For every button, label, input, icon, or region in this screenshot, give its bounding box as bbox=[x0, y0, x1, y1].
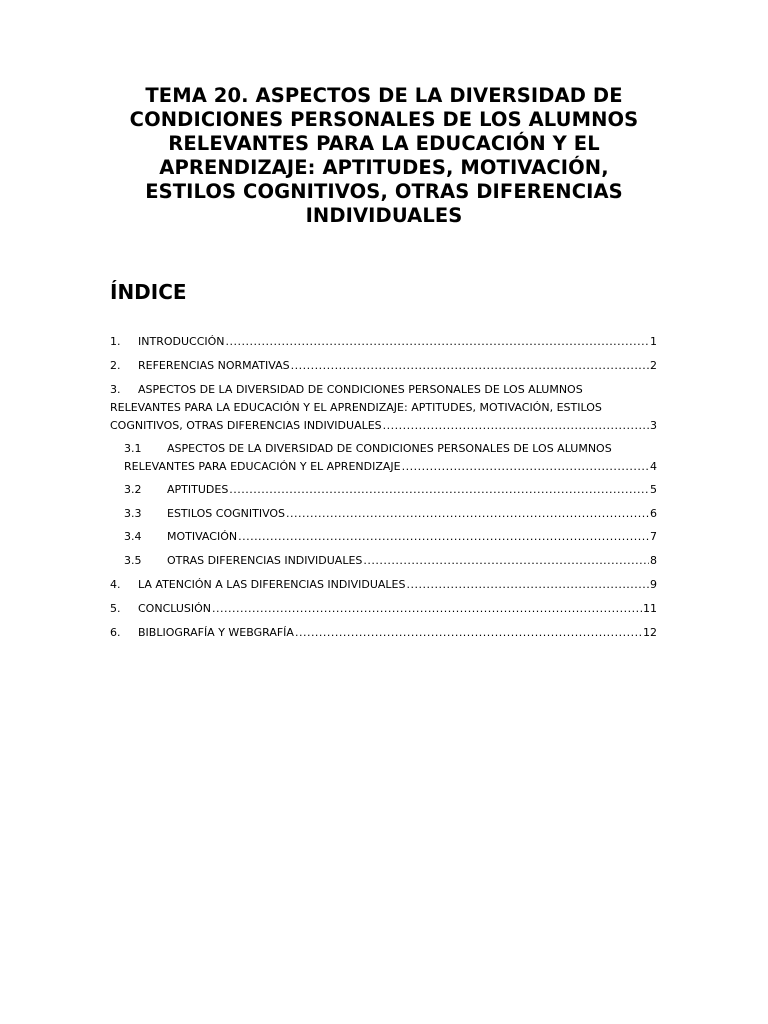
toc-entry-page: 5 bbox=[650, 483, 657, 496]
toc-dot-leader bbox=[402, 458, 649, 476]
toc-dot-leader bbox=[407, 576, 650, 594]
title-line: ESTILOS COGNITIVOS, OTRAS DIFERENCIAS bbox=[145, 180, 623, 203]
toc-entry-number: 3.5 bbox=[124, 554, 142, 567]
toc-entry-text: BIBLIOGRAFÍA Y WEBGRAFÍA bbox=[138, 626, 294, 639]
toc-entry-page: 4 bbox=[650, 460, 657, 473]
toc-entry-text: MOTIVACIÓN bbox=[167, 530, 238, 543]
toc-entry-estilos[interactable] bbox=[124, 505, 657, 523]
toc-entry-text-line: RELEVANTES PARA LA EDUCACIÓN Y EL APRENDIZAJE: APTITUDES, MOTIVACIÓN, ESTILOS bbox=[110, 401, 602, 414]
toc-entry-otras-diferencias[interactable] bbox=[124, 552, 657, 570]
toc-entry-page: 2 bbox=[650, 359, 657, 372]
toc-entry-page: 1 bbox=[650, 335, 657, 348]
index-heading: ÍNDICE bbox=[110, 280, 187, 304]
toc-entry-text: CONCLUSIÓN bbox=[138, 602, 211, 615]
toc-entry-number: 3.2 bbox=[124, 483, 142, 496]
title-line: INDIVIDUALES bbox=[305, 204, 463, 227]
toc-entry-number: 6. bbox=[110, 626, 121, 639]
title-line: APRENDIZAJE: APTITUDES, MOTIVACIÓN, bbox=[159, 156, 609, 179]
toc-entry-number: 3.3 bbox=[124, 507, 142, 520]
toc-entry-number: 2. bbox=[110, 359, 121, 372]
toc-entry-page: 6 bbox=[650, 507, 657, 520]
toc-entry-number: 5. bbox=[110, 602, 121, 615]
toc-entry-page: 9 bbox=[650, 578, 657, 591]
toc-dot-leader bbox=[286, 505, 649, 523]
toc-entry-bibliografia[interactable] bbox=[110, 624, 657, 642]
toc-entry-text: LA ATENCIÓN A LAS DIFERENCIAS INDIVIDUALES bbox=[138, 578, 406, 591]
title-line: CONDICIONES PERSONALES DE LOS ALUMNOS bbox=[129, 108, 639, 131]
toc-dot-leader bbox=[229, 481, 649, 499]
toc-entry-atencion[interactable] bbox=[110, 576, 657, 594]
toc-entry-text-line: ASPECTOS DE LA DIVERSIDAD DE CONDICIONES PERSONALES DE LOS ALUMNOS bbox=[167, 442, 612, 455]
toc-entry-page: 7 bbox=[650, 530, 657, 543]
toc-dot-leader bbox=[383, 417, 649, 435]
toc-entry-text: COGNITIVOS, OTRAS DIFERENCIAS INDIVIDUALES bbox=[110, 419, 382, 432]
toc-entry-text: OTRAS DIFERENCIAS INDIVIDUALES bbox=[167, 554, 363, 567]
toc-entry-number: 3. bbox=[110, 383, 121, 396]
toc-entry-number: 3.1 bbox=[124, 442, 142, 455]
toc-entry-aspectos-sub[interactable] bbox=[124, 440, 657, 476]
toc-entry-page: 3 bbox=[650, 419, 657, 432]
document-title bbox=[100, 84, 668, 228]
title-line: TEMA 20. ASPECTOS DE LA DIVERSIDAD DE bbox=[145, 84, 623, 107]
toc-entry-text: INTRODUCCIÓN bbox=[138, 335, 225, 348]
toc-dot-leader bbox=[226, 333, 649, 351]
toc-entry-page: 8 bbox=[650, 554, 657, 567]
toc-entry-motivacion[interactable] bbox=[124, 528, 657, 546]
toc-dot-leader bbox=[238, 528, 649, 546]
toc-entry-text: ESTILOS COGNITIVOS bbox=[167, 507, 286, 520]
toc-entry-text: REFERENCIAS NORMATIVAS bbox=[138, 359, 290, 372]
toc-entry-referencias[interactable] bbox=[110, 357, 657, 375]
toc-entry-number: 3.4 bbox=[124, 530, 142, 543]
toc-entry-text-line: ASPECTOS DE LA DIVERSIDAD DE CONDICIONES PERSONALES DE LOS ALUMNOS bbox=[138, 383, 583, 396]
toc-entry-page: 11 bbox=[643, 602, 657, 615]
toc-entry-page: 12 bbox=[643, 626, 657, 639]
toc-entry-text: RELEVANTES PARA EDUCACIÓN Y EL APRENDIZAJE bbox=[124, 460, 401, 473]
toc-entry-number: 1. bbox=[110, 335, 121, 348]
toc-entry-number: 4. bbox=[110, 578, 121, 591]
toc-dot-leader bbox=[291, 357, 649, 375]
toc-entry-aptitudes[interactable] bbox=[124, 481, 657, 499]
toc-dot-leader bbox=[212, 600, 642, 618]
toc-dot-leader bbox=[363, 552, 649, 570]
toc-entry-introduccion[interactable] bbox=[110, 333, 657, 351]
toc-entry-text: APTITUDES bbox=[167, 483, 229, 496]
toc-dot-leader bbox=[295, 624, 642, 642]
toc-entry-conclusion[interactable] bbox=[110, 600, 657, 618]
toc-entry-aspectos[interactable] bbox=[110, 381, 657, 435]
title-line: RELEVANTES PARA LA EDUCACIÓN Y EL bbox=[168, 132, 600, 155]
